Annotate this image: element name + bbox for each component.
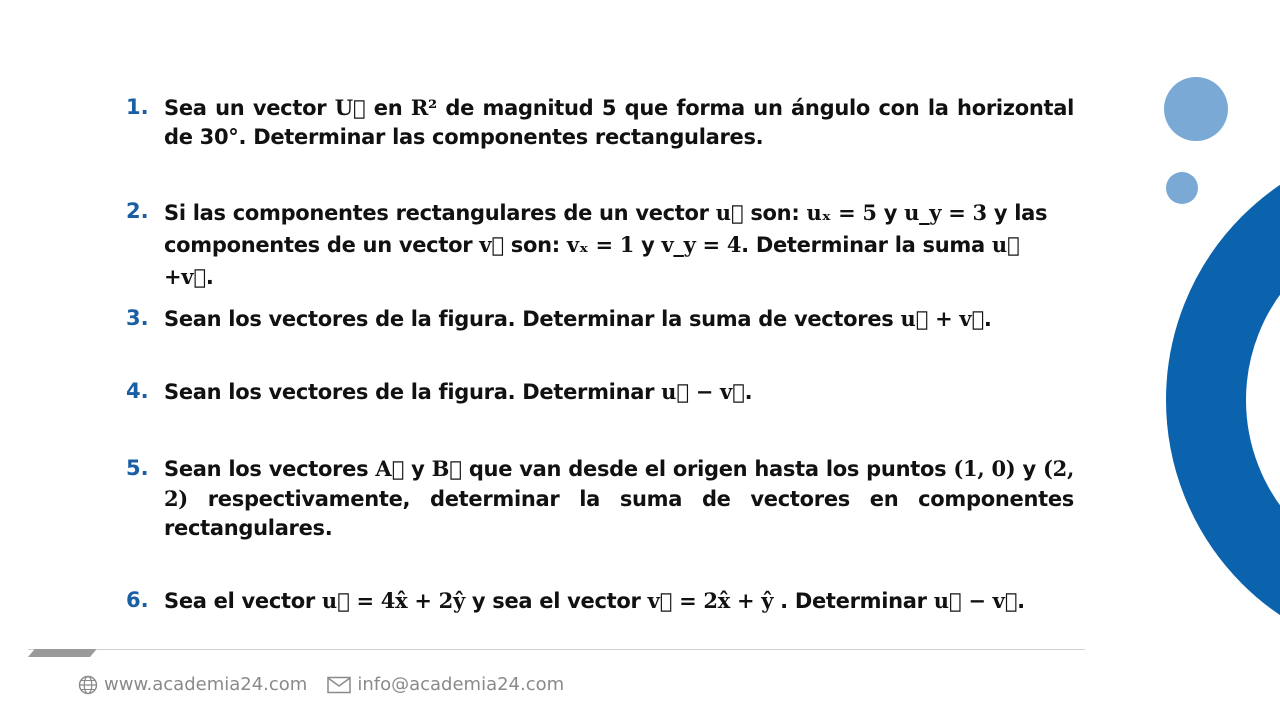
email-text: info@academia24.com [357, 674, 565, 695]
problem-2 [126, 197, 1074, 293]
problem-number: 2. [126, 199, 149, 223]
decorative-ring [1166, 140, 1280, 660]
problem-text: Sea un vector U⃗ en R² de magnitud 5 que forma un ángulo con la horizontal de 30°. Determinar las componentes rectangulares. [164, 95, 1074, 149]
problem-6 [126, 586, 1074, 616]
problem-text: Sean los vectores de la figura. Determinar u⃗ − v⃗. [164, 379, 753, 404]
email-link[interactable] [327, 674, 564, 695]
footer-divider [28, 649, 1085, 650]
problem-1 [126, 93, 1074, 152]
problem-3 [126, 304, 1074, 334]
problem-number: 5. [126, 456, 149, 480]
problem-number: 6. [126, 588, 149, 612]
website-link[interactable] [78, 674, 307, 695]
problem-text: Si las componentes rectangulares de un vector u⃗ son: uₓ = 5 y u_y = 3 y las componentes de un vector v⃗ son: vₓ = 1 y v_y = 4. Determinar la suma u⃗ +v⃗. [164, 200, 1048, 289]
problem-number: 1. [126, 95, 149, 119]
problem-text: Sean los vectores de la figura. Determinar la suma de vectores u⃗ + v⃗. [164, 306, 992, 331]
website-text: www.academia24.com [104, 674, 308, 695]
problem-number: 3. [126, 306, 149, 330]
footer-tab-accent [28, 649, 97, 657]
problem-4 [126, 377, 1074, 407]
decorative-circle-large [1164, 77, 1228, 141]
problem-number: 4. [126, 379, 149, 403]
decorative-circle-small [1166, 172, 1198, 204]
problem-5 [126, 454, 1074, 543]
problem-text: Sea el vector u⃗ = 4x̂ + 2ŷ y sea el vector v⃗ = 2x̂ + ŷ . Determinar u⃗ − v⃗. [164, 588, 1025, 613]
problem-text: Sean los vectores A⃗ y B⃗ que van desde el origen hasta los puntos (1, 0) y (2, 2) respectivamente, determinar la suma de vectores en componentes rectangulares. [164, 456, 1075, 540]
globe-icon [78, 675, 98, 695]
footer [78, 674, 584, 695]
mail-icon [327, 676, 351, 694]
